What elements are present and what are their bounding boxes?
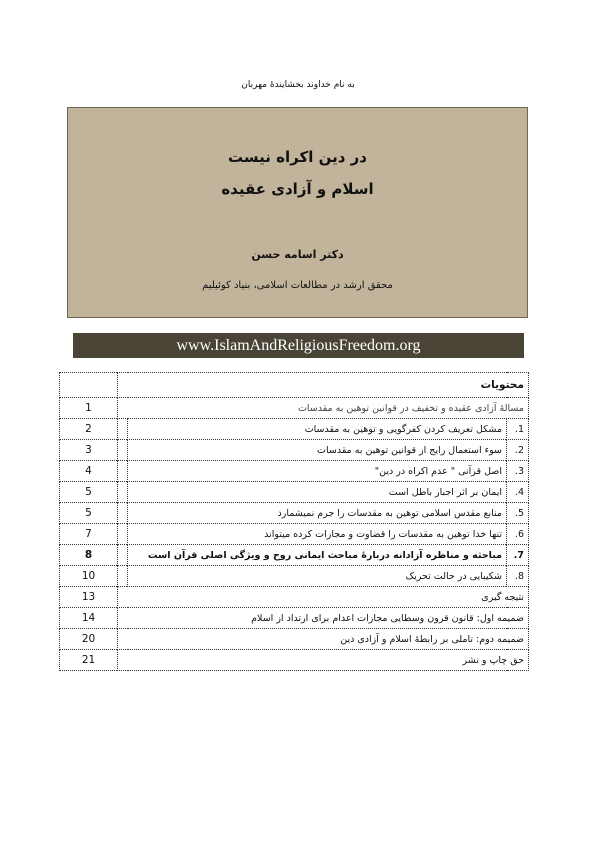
main-title: در دین اکراه نیست	[228, 148, 367, 166]
toc-item-title[interactable]: مشکل تعریف کردن کفرگویی و توهین به مقدسات	[128, 419, 507, 440]
basmala-line: به نام خداوند بخشایندۀ مهربان	[241, 80, 355, 90]
toc-item-title[interactable]: ایمان بر اثر اجبار باطل است	[128, 482, 507, 503]
toc-gap-cell	[118, 545, 128, 566]
toc-item-title[interactable]: شکیبایی در حالت تحریک	[128, 566, 507, 587]
toc-item-number: 4.	[507, 482, 529, 503]
toc-page-cell	[60, 373, 118, 398]
toc-item-title[interactable]: اصل قرآنی " عدم اکراه در دین"	[128, 461, 507, 482]
toc-page-number: 10	[60, 566, 118, 587]
toc-entry-title[interactable]: حق چاپ و نشر	[118, 650, 529, 671]
toc-page-number: 2	[60, 419, 118, 440]
toc-item-number: 3.	[507, 461, 529, 482]
toc-entry-title[interactable]: ضمیمه اول: قانون قرون وسطایی مجازات اعدام برای ارتداد از اسلام	[118, 608, 529, 629]
toc-page-number: 14	[60, 608, 118, 629]
toc-entry-title[interactable]: مسالۀ آزادی عقیده و تخفیف در قوانین توهین به مقدسات	[118, 398, 529, 419]
title-box	[67, 107, 528, 318]
toc-page-number: 8	[60, 545, 118, 566]
toc-item-title[interactable]: منابع مقدس اسلامی توهین به مقدسات را جرم نمیشمارد	[128, 503, 507, 524]
toc-page-number: 21	[60, 650, 118, 671]
toc-gap-cell	[118, 482, 128, 503]
toc-page-number: 3	[60, 440, 118, 461]
toc-page-number: 5	[60, 503, 118, 524]
toc-heading: محتویات	[118, 373, 529, 398]
toc-page-number: 20	[60, 629, 118, 650]
website-url-banner[interactable]: www.IslamAndReligiousFreedom.org	[73, 333, 524, 358]
author-affiliation: محقق ارشد در مطالعات اسلامی، بنیاد کوئیلیم	[202, 280, 393, 291]
toc-item-title[interactable]: تنها خدا توهین به مقدسات را قضاوت و مجازات کرده میتواند	[128, 524, 507, 545]
subtitle: اسلام و آزادی عقیده	[221, 180, 374, 198]
toc-entry-title[interactable]: ضمیمه دوم: تاملی بر رابطۀ اسلام و آزادی دین	[118, 629, 529, 650]
toc-gap-cell	[118, 419, 128, 440]
toc-gap-cell	[118, 461, 128, 482]
toc-item-title[interactable]: مباحثه و مناظره آزادانه دربارۀ مباحث ایمانی روح و ویژگی اصلی قرآن است	[128, 545, 507, 566]
toc-item-number: 8.	[507, 566, 529, 587]
toc-gap-cell	[118, 524, 128, 545]
toc-gap-cell	[118, 440, 128, 461]
toc-item-number: 6.	[507, 524, 529, 545]
toc-item-number: 2.	[507, 440, 529, 461]
toc-entry-title[interactable]: نتیجه گیری	[118, 587, 529, 608]
toc-page-number: 5	[60, 482, 118, 503]
author-name: دکتر اسامه حسن	[251, 248, 344, 261]
toc-item-title[interactable]: سوء استعمال رایج از قوانین توهین به مقدسات	[128, 440, 507, 461]
toc-page-number: 4	[60, 461, 118, 482]
toc-page-number: 13	[60, 587, 118, 608]
toc-gap-cell	[118, 503, 128, 524]
toc-item-number: 1.	[507, 419, 529, 440]
toc-item-number: 5.	[507, 503, 529, 524]
toc-page-number: 7	[60, 524, 118, 545]
toc-item-number: 7.	[507, 545, 529, 566]
table-of-contents	[59, 372, 529, 671]
toc-gap-cell	[118, 566, 128, 587]
toc-page-number: 1	[60, 398, 118, 419]
